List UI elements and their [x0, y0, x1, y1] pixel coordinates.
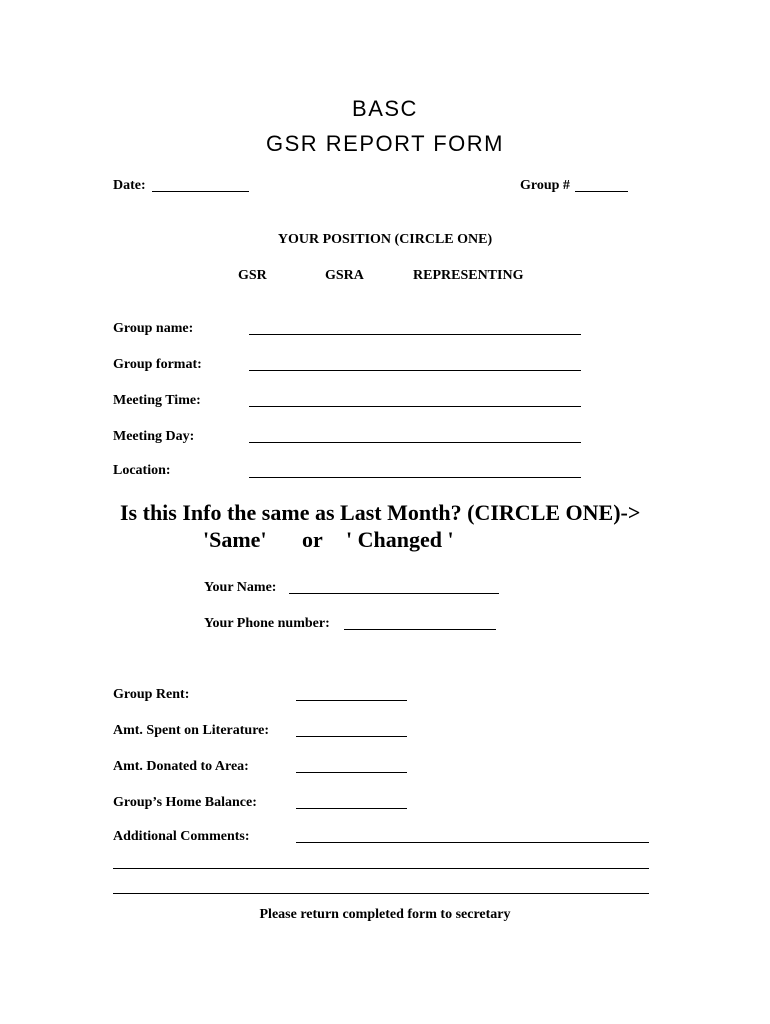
- group-rent-field[interactable]: [296, 700, 407, 701]
- your-name-label: Your Name:: [204, 580, 277, 595]
- donated-field[interactable]: [296, 772, 407, 773]
- group-name-field[interactable]: [249, 334, 581, 335]
- literature-label: Amt. Spent on Literature:: [113, 723, 270, 738]
- location-label: Location:: [113, 463, 171, 478]
- home-balance-label: Group’s Home Balance:: [113, 795, 257, 810]
- literature-field[interactable]: [296, 736, 407, 737]
- meeting-day-label: Meeting Day:: [113, 429, 195, 444]
- comments-line-2[interactable]: [113, 868, 649, 869]
- group-number-field[interactable]: [575, 191, 628, 192]
- location-field[interactable]: [249, 477, 581, 478]
- form-title: GSR REPORT FORM: [265, 131, 505, 156]
- your-name-field[interactable]: [289, 593, 499, 594]
- return-note: Please return completed form to secretary: [259, 907, 511, 922]
- group-name-label: Group name:: [113, 321, 194, 336]
- date-label: Date:: [113, 178, 146, 193]
- phone-number-label: Your Phone number:: [204, 616, 330, 631]
- donated-label: Amt. Donated to Area:: [113, 759, 249, 774]
- or-text: or: [302, 527, 323, 552]
- comments-label: Additional Comments:: [113, 829, 250, 844]
- phone-number-field[interactable]: [344, 629, 496, 630]
- org-title: BASC: [352, 96, 418, 121]
- comments-line-3[interactable]: [113, 893, 649, 894]
- position-option-gsr[interactable]: GSR: [238, 268, 267, 283]
- position-option-gsra[interactable]: GSRA: [325, 268, 364, 283]
- home-balance-field[interactable]: [296, 808, 407, 809]
- meeting-day-field[interactable]: [249, 442, 581, 443]
- same-question: Is this Info the same as Last Month? (CIRCLE ONE)->: [120, 500, 641, 525]
- group-format-label: Group format:: [113, 357, 202, 372]
- group-number-label: Group #: [520, 178, 570, 193]
- comments-line-1[interactable]: [296, 842, 649, 843]
- meeting-time-label: Meeting Time:: [113, 393, 201, 408]
- changed-option[interactable]: ' Changed ': [346, 527, 454, 552]
- meeting-time-field[interactable]: [249, 406, 581, 407]
- same-option[interactable]: 'Same': [203, 527, 267, 552]
- position-option-representing[interactable]: REPRESENTING: [413, 268, 524, 283]
- group-rent-label: Group Rent:: [113, 687, 190, 702]
- group-format-field[interactable]: [249, 370, 581, 371]
- date-field[interactable]: [152, 191, 249, 192]
- position-heading: YOUR POSITION (CIRCLE ONE): [277, 232, 493, 247]
